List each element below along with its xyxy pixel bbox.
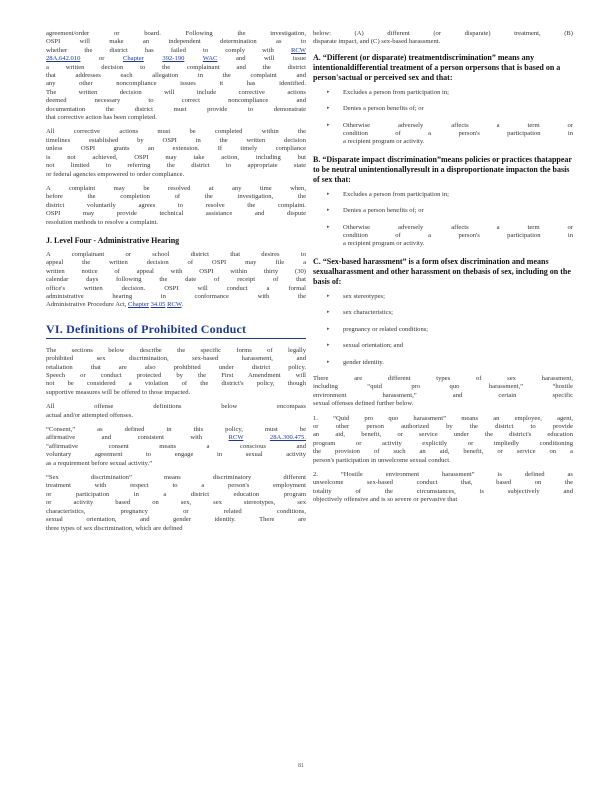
quid-line: program or activity explicitly or impliedly conditioning bbox=[313, 439, 573, 447]
list-item bbox=[313, 326, 573, 334]
def-b-line: result in a disproportionate impact bbox=[410, 164, 530, 174]
hostile-line: objectively offensive and is so severe or pervasive that bbox=[313, 496, 458, 504]
list-item bbox=[313, 207, 573, 215]
investigation-line: agreement/order or board. Following the investigation, bbox=[46, 30, 306, 37]
quid-line: the provision of such an aid, benefit, or service on a bbox=[313, 448, 573, 456]
prohibited-line: supportive measures will be offered to those impacted. bbox=[46, 388, 191, 396]
prohibited-line: The sections below describe the specific forms of legally bbox=[46, 346, 306, 354]
list-item bbox=[313, 191, 573, 199]
quid-line: an aid, benefit, or service under the district's education bbox=[313, 431, 573, 439]
def-a-line: differential treatment of a person or bbox=[349, 62, 473, 72]
corrective-line: All corrective actions must be completed within the bbox=[46, 128, 306, 136]
types-line: including “quid pro quo harassment,” “hostile bbox=[313, 383, 573, 391]
offense-line: actual and/or attempted offenses. bbox=[46, 411, 134, 419]
def-a-line: actual or perceived sex and that: bbox=[341, 72, 453, 82]
list-item bbox=[313, 105, 573, 113]
types-line: environment harassment,” and certain specific bbox=[313, 391, 573, 399]
page-number: 81 bbox=[298, 763, 304, 769]
corrective-line: is not achieved, OSPI may take action, including but bbox=[46, 153, 306, 161]
list-item bbox=[313, 293, 573, 301]
list-item-line: a recipient program or activity. bbox=[343, 240, 425, 248]
corrective-line: not limited to referring the district to appropriate state bbox=[46, 162, 306, 170]
list-item-line: ▸ Excludes a person from participation in; bbox=[343, 88, 450, 96]
list-b bbox=[313, 191, 573, 249]
paragraph-sex-discrimination bbox=[46, 474, 306, 533]
list-item bbox=[313, 122, 573, 147]
left-column bbox=[46, 30, 306, 539]
corrective-line: or federal agencies empowered to order compliance. bbox=[46, 170, 185, 178]
definition-c-title bbox=[313, 257, 573, 287]
investigation-line: OSPI will make an independent determination as to bbox=[46, 38, 306, 46]
appeal-line: appeal the written decision of OSPI may file a bbox=[46, 259, 306, 267]
quid-line: person's participation in unwelcome sexual conduct. bbox=[313, 456, 451, 464]
quid-line: 1. “Quid pro quo harassment” means an employee, agent, bbox=[313, 414, 573, 422]
list-item bbox=[313, 309, 573, 317]
investigation-line: 28A.642.010 or Chapter 392-190 WAC and will issue bbox=[46, 55, 306, 63]
paragraph-appeal bbox=[46, 251, 306, 310]
def-a-line: discrimination” means any intentional bbox=[313, 52, 535, 72]
list-item-line: ▸ Denies a person benefits of; or bbox=[343, 105, 424, 113]
list-item-line: ▸ Denies a person benefits of; or bbox=[343, 207, 424, 215]
hostile-line: unwelcome sex-based conduct that, based on the bbox=[313, 479, 573, 487]
resolution-line: district voluntarily agrees to resolve the complaint. bbox=[46, 201, 306, 209]
right-column bbox=[313, 30, 573, 511]
definition-b-title bbox=[313, 155, 573, 185]
def-a-line: persons that is based on a person's bbox=[313, 62, 561, 82]
def-b-line: appear to be neutral unintentionally bbox=[313, 154, 572, 174]
paragraph-investigation bbox=[46, 30, 306, 122]
paragraph-offense-definitions bbox=[46, 403, 306, 420]
heading-level-four: J. Level Four - Administrative Hearing bbox=[46, 235, 180, 245]
investigation-line: a written decision to the complainant and the district bbox=[46, 63, 306, 71]
prohibited-line: prohibited sex discrimination, sex-based harassment, and bbox=[46, 355, 306, 363]
paragraph-prohibited-forms bbox=[46, 347, 306, 397]
appeal-line: administrative hearing in conformance with the bbox=[46, 292, 306, 300]
list-a bbox=[313, 89, 573, 147]
consent-line: affirmative and consistent with RCW 28A.300.475. bbox=[46, 434, 306, 442]
list-item-line: a recipient program or activity. bbox=[343, 138, 425, 146]
sex-discrimination-line: or activity based on sex, sex stereotypes, sex bbox=[46, 499, 306, 507]
investigation-line: that corrective action has been completed. bbox=[46, 114, 157, 122]
prohibited-line: not be considered a violation of the district's policy, though bbox=[46, 380, 306, 388]
list-item-line: ▸ pregnancy or related conditions; bbox=[343, 325, 429, 333]
consent-line: “affirmative consent means a conscious and bbox=[46, 442, 306, 450]
resolution-line: OSPI may provide technical assistance and dispute bbox=[46, 210, 306, 218]
sex-discrimination-line: characteristics, pregnancy or related conditions, bbox=[46, 507, 306, 515]
definition-a-title bbox=[313, 53, 573, 83]
consent-line: “Consent,” as defined in this policy, must be bbox=[46, 426, 306, 434]
appeal-line: A complainant or school district that desires to bbox=[46, 250, 306, 258]
paragraph-resolution bbox=[46, 185, 306, 227]
investigation-line: documentation the district must provide to demonstrate bbox=[46, 105, 306, 113]
def-a-line: A. “Different (or disparate) treatment bbox=[313, 52, 443, 62]
list-item-line: condition of a person's participation in bbox=[343, 130, 573, 138]
appeal-line: calendar days following the date of receipt of that bbox=[46, 276, 306, 284]
def-c-line: C. “Sex-based harassment” is a form of bbox=[313, 256, 448, 266]
def-c-line: basis of sex, including on the basis of: bbox=[313, 266, 571, 286]
hostile-line: totality of the circumstances, is subjectively and bbox=[313, 487, 573, 495]
paragraph-hostile-environment bbox=[313, 471, 573, 505]
appeal-line: written notice of appeal with OSPI within thirty (30) bbox=[46, 267, 306, 275]
quid-line: or other person authorized by the district to provide bbox=[313, 422, 573, 430]
resolution-line: resolution methods to resolve a complaint. bbox=[46, 218, 159, 226]
section-title-definitions: VI. Definitions of Prohibited Conduct bbox=[46, 322, 306, 339]
resolution-line: A complaint may be resolved at any time when, bbox=[46, 184, 306, 192]
list-item-line: ▸ sexual orientation; and bbox=[343, 342, 404, 350]
def-c-line: harassment and other harassment on the bbox=[334, 266, 474, 276]
types-line: sexual offenses defined further below. bbox=[313, 400, 414, 408]
intro-line: disparate impact, and (C) sex-based harassment. bbox=[313, 38, 441, 46]
corrective-line: unless OSPI grants an extension. If timely compliance bbox=[46, 145, 306, 153]
offense-line: All offense definitions below encompass bbox=[46, 403, 306, 411]
types-line: There are different types of sex harassment, bbox=[313, 374, 573, 382]
list-item bbox=[313, 359, 573, 367]
investigation-line: The written decision will include corrective actions bbox=[46, 88, 306, 96]
list-item-line: ▸ gender identity. bbox=[343, 358, 384, 366]
sex-discrimination-line: sexual orientation, and gender identity. There are bbox=[46, 516, 306, 524]
appeal-line: office's written decision. OSPI will conduct a formal bbox=[46, 284, 306, 292]
investigation-line: deemed necessary to correct noncompliance and bbox=[46, 97, 306, 105]
consent-line: as a requirement before sexual activity.” bbox=[46, 459, 153, 467]
corrective-line: timelines established by OSPI in the written decision bbox=[46, 136, 306, 144]
list-item-line: condition of a person's participation in bbox=[343, 232, 573, 240]
def-b-line: on the basis of sex that: bbox=[313, 164, 570, 184]
sex-discrimination-line: “Sex discrimination” means discriminatory different bbox=[46, 474, 306, 482]
list-item-line: ▸ Excludes a person from participation in; bbox=[343, 190, 450, 198]
sex-discrimination-line: three types of sex discrimination, which are defined bbox=[46, 524, 183, 532]
list-item bbox=[313, 89, 573, 97]
def-c-line: sex discrimination and means sexual bbox=[313, 256, 549, 276]
def-b-line: means policies or practices that bbox=[441, 154, 548, 164]
list-item-line: ▸ Otherwise adversely affects a term or bbox=[343, 223, 573, 231]
paragraph-quid-pro-quo bbox=[313, 415, 573, 465]
list-c bbox=[313, 293, 573, 367]
list-item-line: ▸ Otherwise adversely affects a term or bbox=[343, 121, 573, 129]
intro-line: below: (A) different (or disparate) treatment, (B) bbox=[313, 30, 573, 37]
def-b-line: B. “Disparate impact discrimination” bbox=[313, 154, 441, 164]
prohibited-line: Speech or conduct protected by the First Amendment will bbox=[46, 372, 306, 379]
investigation-line: whether the district has failed to comply with RCW bbox=[46, 46, 306, 54]
list-item bbox=[313, 342, 573, 350]
investigation-line: that addresses each allegation in the complaint and bbox=[46, 72, 306, 80]
list-item-line: ▸ sex stereotypes; bbox=[343, 292, 385, 300]
hostile-line: 2. “Hostile environment harassment” is defined as bbox=[313, 470, 573, 478]
sex-discrimination-line: treatment with respect to a person's employment bbox=[46, 482, 306, 490]
prohibited-line: retaliation that are also prohibited under district policy. bbox=[46, 363, 306, 371]
paragraph-harassment-types bbox=[313, 375, 573, 409]
list-item-line: ▸ sex characteristics; bbox=[343, 309, 393, 317]
consent-line: voluntary agreement to engage in sexual activity bbox=[46, 451, 306, 459]
paragraph-corrective-actions bbox=[46, 128, 306, 178]
paragraph-consent bbox=[46, 426, 306, 468]
resolution-line: before the completion of the investigation, the bbox=[46, 193, 306, 201]
list-item bbox=[313, 224, 573, 249]
appeal-line: Administrative Procedure Act, Chapter 34.05 RCW. bbox=[46, 301, 184, 309]
paragraph-types-intro bbox=[313, 30, 573, 47]
sex-discrimination-line: or participation in a district education program bbox=[46, 490, 306, 498]
investigation-line: any other noncompliance issues it has identified. bbox=[46, 80, 306, 88]
